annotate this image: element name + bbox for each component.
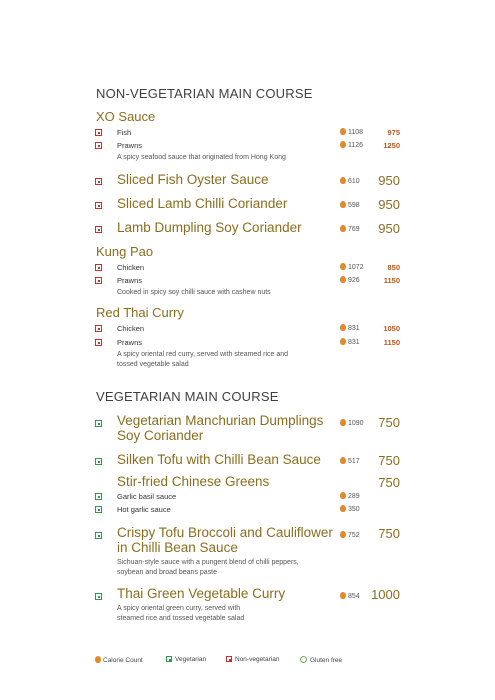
variant-label: Prawns [117,276,143,285]
dish-description: tossed vegetable salad [117,361,189,368]
variant-label: Chicken [117,324,145,333]
variant-label: Garlic basil sauce [117,492,177,501]
calorie-icon [340,492,346,499]
calorie-icon [340,263,346,270]
dish-kung-pao: Kung Pao [96,244,154,259]
variant-label: Hot garlic sauce [117,505,171,514]
price: 750 [378,526,400,541]
dish-description: soybean and broad beans paste [117,569,218,576]
calorie-icon [340,128,346,135]
dish-lamb-dumpling: Lamb Dumpling Soy Coriander [117,220,302,235]
price: 1150 [383,338,400,347]
veg-icon [95,493,102,500]
calorie-count: 831 [340,338,360,347]
price: 950 [378,221,400,236]
legend-nonveg: Non-vegetarian [226,656,279,663]
veg-icon [95,420,102,427]
calorie-icon [95,656,101,663]
calorie-count: 752 [340,531,360,540]
price: 950 [378,173,400,188]
price: 1150 [383,276,400,285]
variant-label: Prawns [117,141,143,150]
dish-silken-tofu: Silken Tofu with Chilli Bean Sauce [117,452,321,467]
veg-icon [95,506,102,513]
dish-description: A spicy oriental red curry, served with steamed rice and [117,351,289,358]
calorie-count: 1126 [340,141,363,150]
nonveg-icon [226,656,232,662]
dish-description: Sichuan-style sauce with a pungent blend of chilli peppers, [117,559,299,566]
calorie-icon [340,592,346,599]
price: 750 [378,453,400,468]
variant-label: Prawns [117,338,143,347]
legend-calorie: Calorie Count [95,656,143,664]
dish-crispy-tofu: Crispy Tofu Broccoli and Cauliflower [117,525,333,540]
dish-crispy-tofu-line2: in Chilli Bean Sauce [117,540,238,555]
dish-thai-green-curry: Thai Green Vegetable Curry [117,586,286,601]
nonveg-section-title: NON-VEGETARIAN MAIN COURSE [96,86,313,101]
calorie-count: 350 [340,505,360,514]
dish-description: A spicy oriental green curry, served with [117,605,241,612]
nonveg-icon [95,264,102,271]
dish-description: Cooked in spicy soy chilli sauce with cashew nuts [117,289,271,296]
dish-stir-fried-greens: Stir-fried Chinese Greens [117,474,270,489]
calorie-count: 769 [340,225,360,234]
calorie-count: 610 [340,177,360,186]
calorie-icon [340,531,346,538]
veg-icon [95,458,102,465]
veg-icon [166,656,172,662]
nonveg-icon [95,325,102,332]
veg-icon [95,593,102,600]
calorie-icon [340,419,346,426]
nonveg-icon [95,178,102,185]
calorie-icon [340,276,346,283]
legend-gluten-free: Gluten free [300,656,342,664]
nonveg-icon [95,129,102,136]
dish-sliced-lamb: Sliced Lamb Chilli Coriander [117,196,288,211]
dish-xo-sauce: XO Sauce [96,109,156,124]
price: 1000 [371,587,400,602]
variant-label: Fish [117,128,132,137]
veg-section-title: VEGETARIAN MAIN COURSE [96,389,279,404]
dish-description: A spicy seafood sauce that originated from Hong Kong [117,154,286,161]
price: 750 [378,415,400,430]
calorie-count: 289 [340,492,360,501]
dish-red-thai-curry: Red Thai Curry [96,305,184,320]
variant-label: Chicken [117,263,145,272]
dish-sliced-fish: Sliced Fish Oyster Sauce [117,172,269,187]
nonveg-icon [95,142,102,149]
calorie-icon [340,457,346,464]
calorie-count: 854 [340,592,360,601]
dish-veg-manchurian: Vegetarian Manchurian Dumplings [117,413,324,428]
price: 850 [387,263,400,272]
price: 750 [378,475,400,490]
calorie-count: 1108 [340,128,363,137]
price: 1250 [383,141,400,150]
legend-vegetarian: Vegetarian [166,656,206,663]
calorie-count: 1090 [340,419,364,428]
calorie-icon [340,141,346,148]
veg-icon [95,532,102,539]
price: 975 [387,128,400,137]
calorie-count: 926 [340,276,360,285]
nonveg-icon [95,339,102,346]
price: 950 [378,197,400,212]
calorie-count: 598 [340,201,360,210]
calorie-icon [340,338,346,345]
price: 1050 [383,324,400,333]
nonveg-icon [95,226,102,233]
calorie-icon [340,324,346,331]
calorie-icon [340,505,346,512]
nonveg-icon [95,277,102,284]
dish-veg-manchurian-line2: Soy Coriander [117,428,204,443]
calorie-icon [340,201,346,208]
gluten-free-icon [300,656,307,663]
calorie-icon [340,225,346,232]
calorie-count: 831 [340,324,360,333]
nonveg-icon [95,202,102,209]
calorie-icon [340,177,346,184]
calorie-count: 517 [340,457,360,466]
dish-description: steamed rice and tossed vegetable salad [117,615,245,622]
calorie-count: 1072 [340,263,364,272]
